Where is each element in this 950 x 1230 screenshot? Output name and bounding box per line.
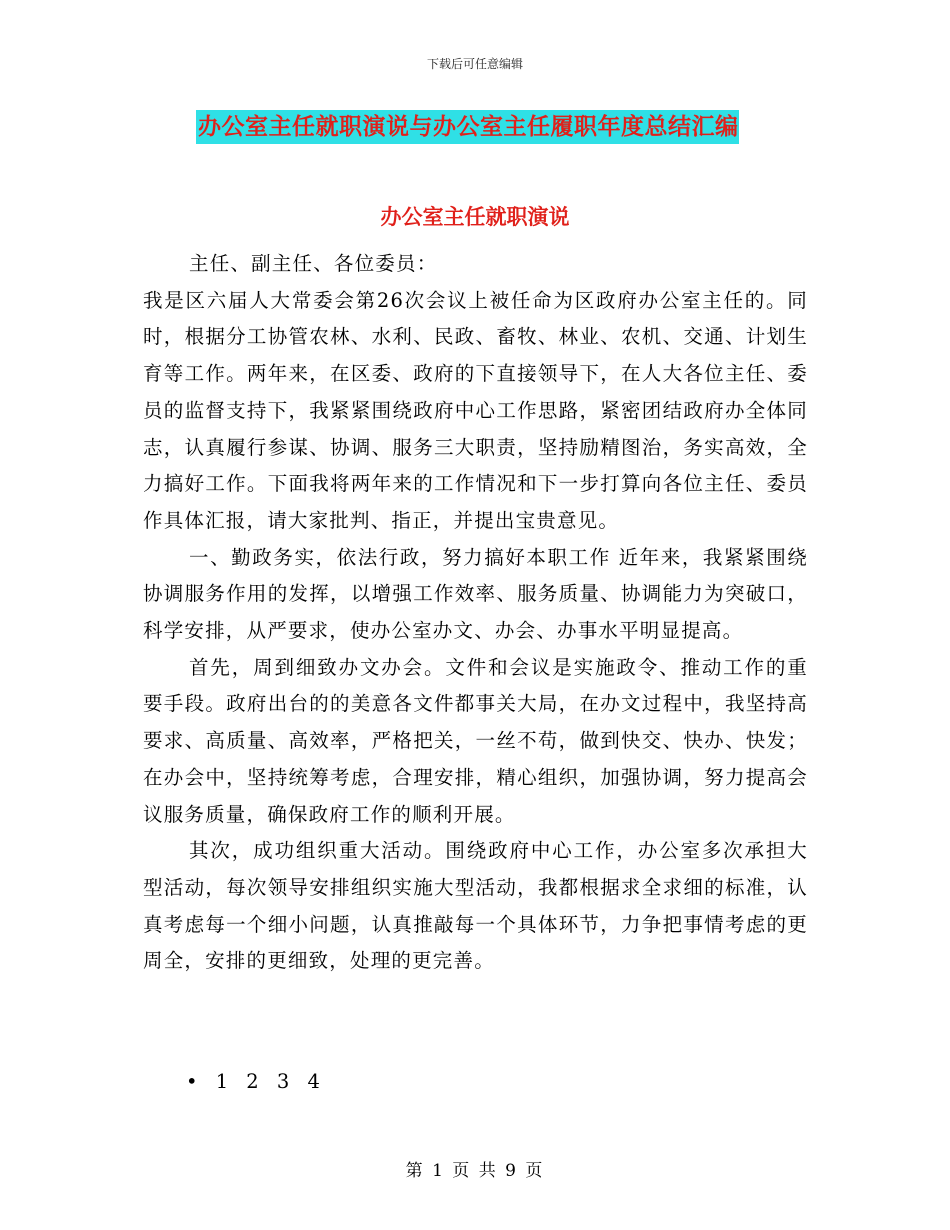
paragraph-first: 首先，周到细致办文办会。文件和会议是实施政令、推动工作的重要手段。政府出台的的美意各文件都事关大局，在办文过程中，我坚持高要求、高质量、高效率，严格把关，一丝不苟，做到快交、快办、快发；在办会中，坚持统筹考虑，合理安排，精心组织，加强协调，努力提高会议服务质量，确保政府工作的顺利开展。 — [143, 655, 808, 826]
bullet-list-line: • 1 2 3 4 — [186, 1070, 326, 1093]
paragraph-second: 其次，成功组织重大活动。围绕政府中心工作，办公室多次承担大型活动，每次领导安排组织实施大型活动，我都根据求全求细的标准，认真考虑每一个细小问题，认真推敲每一个具体环节，力争把事情考虑的更周全，安排的更细致，处理的更完善。 — [143, 839, 808, 973]
paragraph-section-one: 一、勤政务实，依法行政，努力搞好本职工作 近年来，我紧紧围绕协调服务作用的发挥，以增强工作效率、服务质量、协调能力为突破口，科学安排，从严要求，使办公室办文、办会、办事水平明显提高。 — [143, 545, 808, 643]
section-title: 办公室主任就职演说 — [380, 204, 570, 229]
page-footer: 第 1 页 共 9 页 — [405, 1161, 545, 1181]
page-header-note: 下载后可任意编辑 — [426, 57, 523, 71]
paragraph-salutation: 主任、副主任、各位委员： — [189, 252, 438, 275]
paragraph-intro: 我是区六届人大常委会第26次会议上被任命为区政府办公室主任的。同时，根据分工协管农林、水利、民政、畜牧、林业、农机、交通、计划生育等工作。两年来，在区委、政府的下直接领导下，在人大各位主任、委员的监督支持下，我紧紧围绕政府中心工作思路，紧密团结政府办全体同志，认真履行参谋、协调、服务三大职责，坚持励精图治，务实高效，全力搞好工作。下面我将两年来的工作情况和下一步打算向各位主任、委员作具体汇报，请大家批判、指正，并提出宝贵意见。 — [143, 288, 808, 532]
document-body — [143, 246, 808, 980]
document-title: 办公室主任就职演说与办公室主任履职年度总结汇编 — [196, 110, 739, 144]
